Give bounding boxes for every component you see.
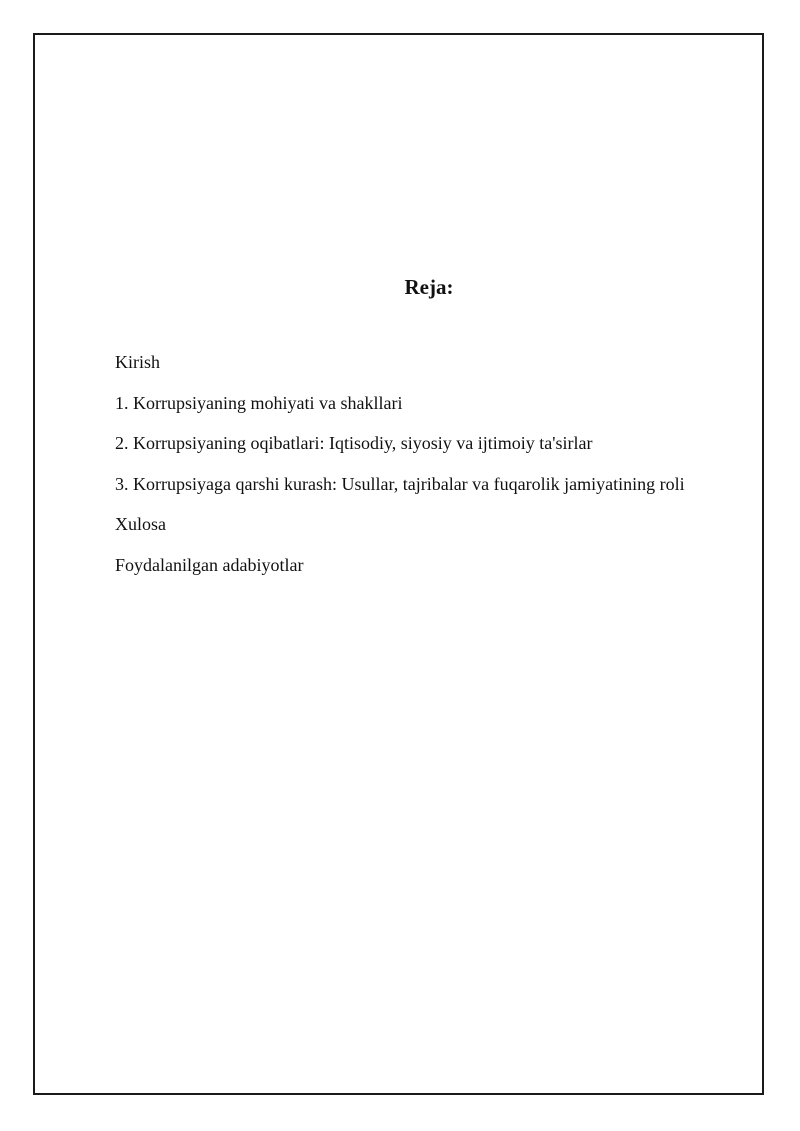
plan-item-chapter-2: 2. Korrupsiyaning oqibatlari: Iqtisodiy, siyosiy va ijtimoiy ta'sirlar [115,433,593,453]
page-title: Reja: [404,275,454,299]
plan-item-conclusion: Xulosa [115,514,166,534]
plan-item-references: Foydalanilgan adabiyotlar [115,554,304,575]
plan-item-chapter-3: 3. Korrupsiyaga qarshi kurash: Usullar, tajribalar va fuqarolik jamiyatining roli [115,473,685,494]
plan-item-chapter-1: 1. Korrupsiyaning mohiyati va shakllari [115,392,403,413]
plan-item-introduction: Kirish [115,352,160,372]
plan-list [115,350,685,593]
